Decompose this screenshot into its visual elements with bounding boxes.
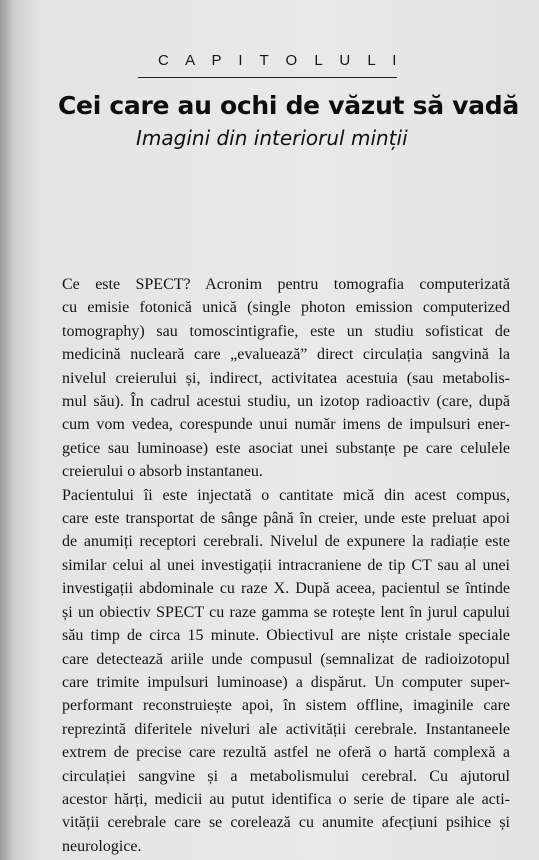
body-text [62, 273, 510, 858]
chapter-rule [138, 77, 397, 78]
text-line: circulației sangvine și a metabolismului cerebral. Cu ajutorul [62, 767, 510, 785]
text-line: vității cerebrale care se corelează cu anumite afecțiuni psihice și [62, 814, 510, 832]
text-line: care este transportat de sânge până în creier, unde este preluat apoi [62, 510, 510, 528]
text-line: extrem de precise care rezultă astfel ne oferă o hartă complexă a [62, 744, 510, 762]
text-line: medicină nucleară care „evaluează” direct circulația sangvină la [62, 346, 510, 364]
paragraph [62, 273, 510, 484]
text-line: creierului o absorb instantaneu. [62, 463, 263, 481]
paragraph [62, 484, 510, 859]
chapter-label: C A P I T O L U L I [158, 52, 403, 69]
text-line: similar celui al unei investigații intracraniene de tip CT sau al unei [62, 556, 510, 574]
text-line: neurologice. [62, 837, 142, 855]
text-line: cu emisie fotonică unică (single photon emission computerized [62, 299, 510, 317]
text-line: getice sau luminoase) este asociat unei substanțe pe care celulele [62, 439, 510, 457]
text-line: mul său). În cadrul acestui studiu, un izotop radioactiv (care, după [62, 393, 510, 411]
text-line: acestor hărți, medicii au putut identifica o serie de tipare ale acti- [62, 790, 510, 808]
text-line: performant reconstruiește apoi, în sistem offline, imaginile care [62, 697, 510, 715]
text-line: tomography) sau tomoscintigrafie, este un studiu sofisticat de [62, 322, 510, 340]
text-line: Ce este SPECT? Acronim pentru tomografia computerizată [62, 276, 510, 293]
text-line: Pacientului îi este injectată o cantitate mică din acest compus, [62, 486, 510, 504]
text-line: care detectează ariile unde compusul (semnalizat de radioizotopul [62, 650, 510, 668]
text-line: care trimite impulsuri luminoase) a dispărut. Un computer super- [62, 673, 510, 691]
text-line: de anumiți receptori cerebrali. Nivelul de expunere la radiație este [62, 533, 510, 551]
text-line: investigații abdominale cu raze X. După aceea, pacientul se întinde [62, 580, 510, 598]
text-line: nivelul creierului și, indirect, activitatea acestuia (sau metabolis- [62, 369, 510, 387]
text-line: reprezintă diferitele niveluri ale activității cerebrale. Instantaneele [62, 720, 510, 738]
chapter-title: Cei care au ochi de văzut să vadă [58, 91, 519, 120]
text-line: său timp de circa 15 minute. Obiectivul are niște cristale speciale [62, 627, 510, 645]
chapter-subtitle: Imagini din interiorul minții [136, 126, 408, 150]
text-line: cum vom vedea, corespunde unui număr imens de impulsuri ener- [62, 416, 510, 434]
text-line: și un obiectiv SPECT cu raze gamma se rotește lent în jurul capului [62, 603, 510, 621]
